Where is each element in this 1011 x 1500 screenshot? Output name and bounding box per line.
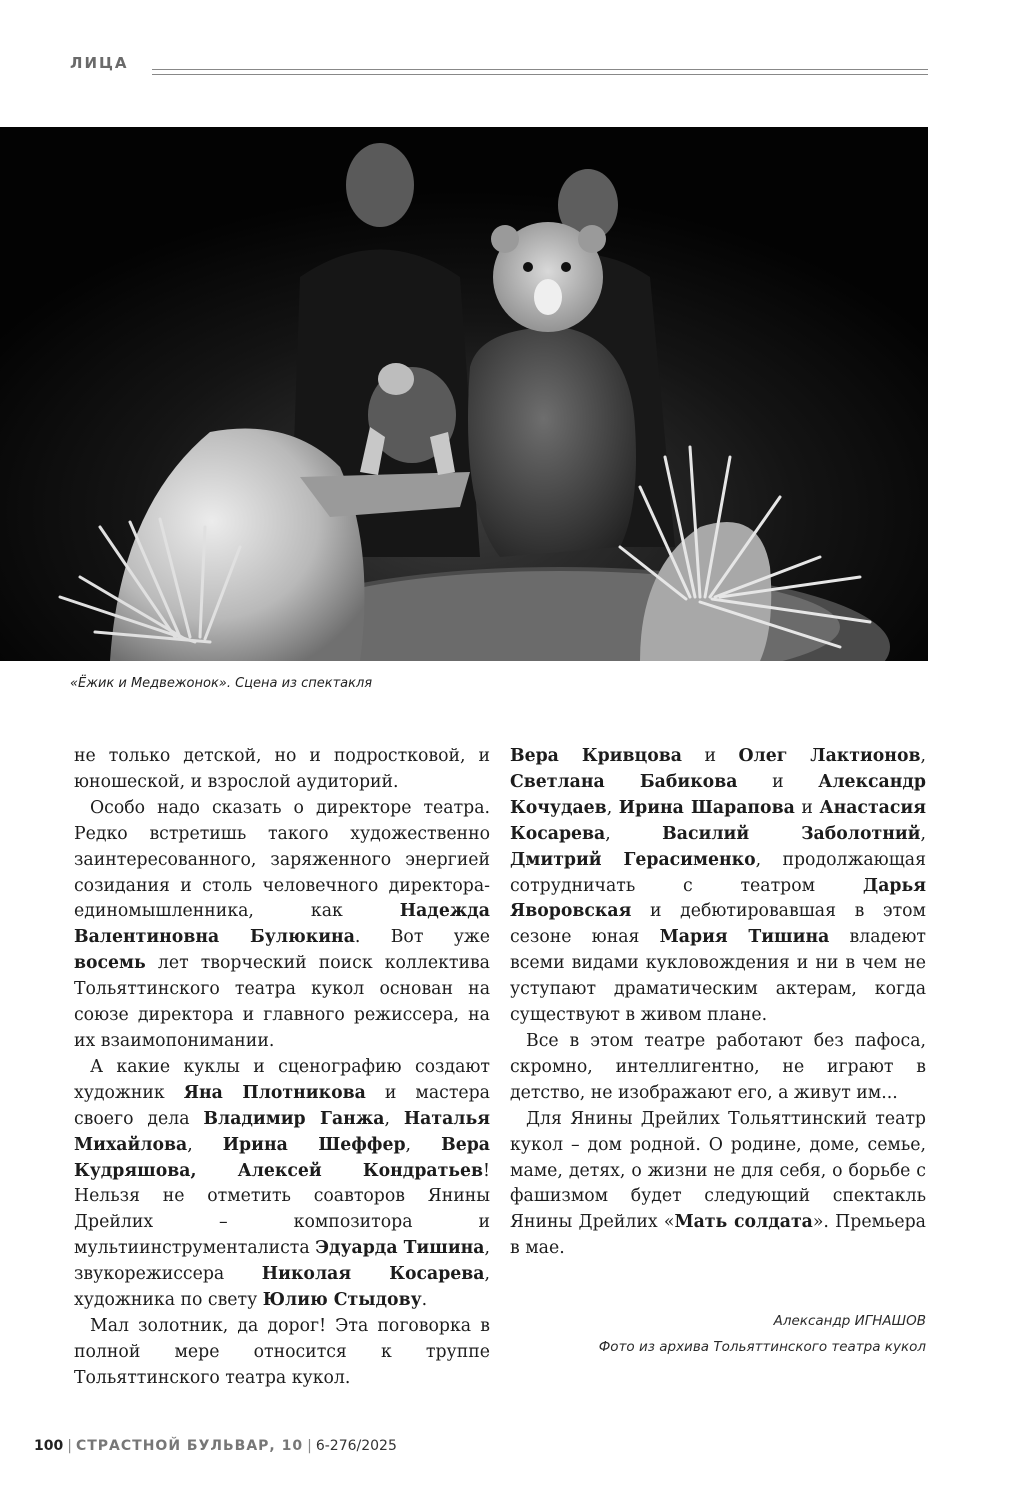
photo-caption: «Ёжик и Медвежонок». Сцена из спектакля	[70, 676, 373, 691]
page-header	[70, 54, 928, 78]
name-highlight: Анастасия Косарева	[510, 797, 926, 844]
article-column-right	[510, 744, 926, 1262]
name-highlight: Мария Тишина	[659, 927, 830, 948]
name-highlight: Яна Плотникова	[183, 1082, 366, 1103]
article-paragraph	[510, 1107, 926, 1262]
paragraph-text: и дебютировавшая в этом сезоне юная	[510, 901, 926, 948]
paragraph-text: ,	[405, 1134, 442, 1155]
name-highlight: Ирина Шеффер	[222, 1134, 406, 1155]
paragraph-text: владеют всеми видами кукловождения и ни в чем не уступают драматическим актерам, когда существуют в живом плане.	[510, 927, 926, 1026]
paragraph-text: ,	[187, 1134, 223, 1155]
name-highlight: Олег Лактионов	[738, 746, 921, 766]
stage-photo-illustration	[0, 127, 928, 661]
photo-credit: Фото из архива Тольяттинского театра кукол	[598, 1339, 926, 1355]
paragraph-text: ,	[920, 746, 926, 766]
name-highlight: Эдуарда Тишина	[315, 1238, 485, 1259]
paragraph-text: .	[421, 1290, 428, 1311]
paragraph-text: и	[737, 771, 819, 792]
name-highlight: Николая Косарева	[261, 1264, 485, 1285]
page-number: 100	[34, 1438, 64, 1454]
article-credits	[599, 1308, 926, 1360]
paragraph-text: ,	[605, 823, 663, 844]
paragraph-text: , художника по свету	[74, 1264, 490, 1311]
article-paragraph	[74, 744, 490, 796]
paragraph-text: ». Премьера в мае.	[510, 1212, 926, 1259]
name-highlight: Владимир Ганжа	[203, 1108, 385, 1129]
paragraph-text: Для Янины Дрейлих Тольяттинский театр кукол – дом родной. О родине, доме, семье, маме, детях, о жизни не для себя, о борьбе с фашизмом будет следующий спектакль Янины Дрейлих «	[510, 1108, 926, 1233]
name-highlight: Светлана Бабикова	[510, 771, 738, 792]
magazine-title: СТРАСТНОЙ БУЛЬВАР, 10	[75, 1438, 304, 1454]
name-highlight: Дмитрий Герасименко	[510, 849, 756, 870]
section-label: ЛИЦА	[70, 54, 129, 72]
paragraph-text: лет творческий поиск коллектива Тольяттинского театра кукол основан на союзе директора и главного режиссера, на их взаимопонимании.	[74, 953, 490, 1051]
article-paragraph	[74, 1314, 490, 1392]
name-highlight: Мать солдата	[674, 1212, 813, 1233]
name-highlight: Надежда Валентиновна Булюкина	[74, 901, 490, 948]
footer-separator: |	[67, 1438, 72, 1454]
paragraph-text: , продолжающая сотрудничать с театром	[510, 849, 926, 896]
stage-photo	[0, 127, 928, 661]
paragraph-text: ,	[384, 1108, 404, 1129]
name-highlight: Вера Кривцова	[510, 746, 683, 766]
paragraph-text: , звукорежиссера	[74, 1238, 490, 1285]
footer-separator: |	[307, 1438, 312, 1454]
name-highlight: восемь	[74, 953, 146, 974]
article-paragraph	[510, 744, 926, 1029]
paragraph-text: ,	[606, 797, 619, 818]
author-credit: Александр ИГНАШОВ	[773, 1313, 926, 1329]
article-paragraph	[510, 1029, 926, 1107]
paragraph-text: Все в этом театре работают без пафоса, скромно, интеллигентно, не играют в детство, не изображают его, а живут им...	[510, 1030, 926, 1103]
header-rule-top	[152, 69, 928, 70]
name-highlight: Александр Кочудаев	[510, 771, 926, 818]
paragraph-text: не только детской, но и подростковой, и юношеской, и взрослой аудиторий.	[74, 746, 490, 792]
paragraph-text: Мал золотник, да дорог! Эта поговорка в полной мере относится к труппе Тольяттинского театра кукол.	[74, 1315, 490, 1388]
article-column-left	[74, 744, 490, 1392]
paragraph-text: и	[794, 797, 820, 818]
paragraph-text: и мастера своего дела	[74, 1082, 490, 1129]
name-highlight: Дарья Яворовская	[510, 875, 926, 922]
name-highlight: Наталья Михайлова	[74, 1108, 490, 1155]
header-rule-bottom	[152, 74, 928, 75]
issue-number: 6-276/2025	[315, 1438, 397, 1454]
page-footer	[34, 1438, 397, 1454]
name-highlight: Юлию Стыдову	[262, 1290, 422, 1311]
paragraph-text: ,	[920, 823, 926, 844]
name-highlight: Вера Кудряшова, Алексей Кондратьев	[74, 1134, 490, 1181]
paragraph-text: Особо надо сказать о директоре театра. Редко встретишь такого художественно заинтересованного, заряженного энергией созидания и столь человечного директора-единомышленника, как	[74, 797, 490, 922]
article-paragraph	[74, 1055, 490, 1314]
name-highlight: Ирина Шарапова	[618, 797, 795, 818]
paragraph-text: . Вот уже	[354, 927, 490, 948]
name-highlight: Василий Заболотний	[662, 823, 921, 844]
paragraph-text: А какие куклы и сценографию создают художник	[74, 1056, 490, 1103]
article-paragraph	[74, 796, 490, 1055]
paragraph-text: и	[682, 746, 739, 766]
paragraph-text: ! Нельзя не отметить соавторов Янины Дрейлих – композитора и мультиинструменталиста	[74, 1160, 490, 1259]
